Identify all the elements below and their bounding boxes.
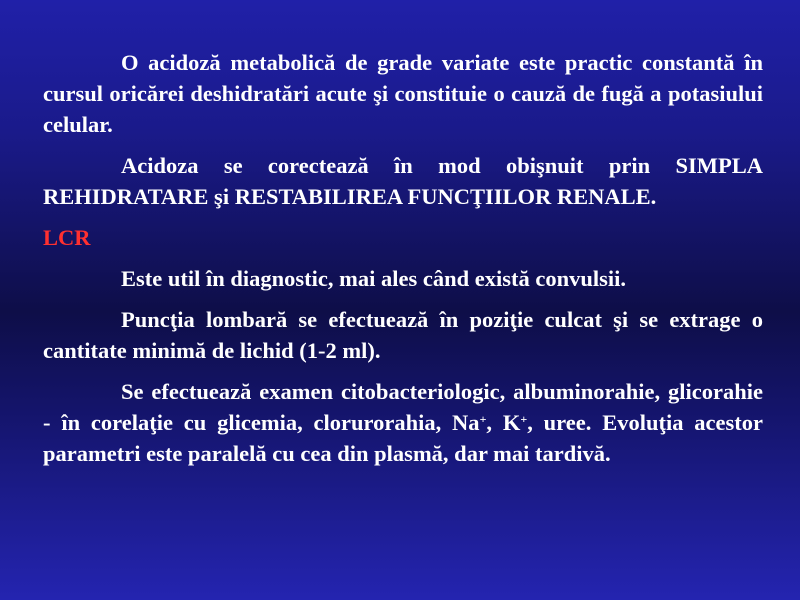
- examinations-text-part3: , uree. Evoluţia acestor parametri este paralelă cu cea din plasmă, dar mai tardivă.: [43, 410, 763, 466]
- examinations-text-part1: Se efectuează examen citobacteriologic, albuminorahie, glicorahie - în corelaţie cu glicemia, clorurorahia, Na: [43, 379, 763, 435]
- paragraph-acidosis-correction: Acidoza se corectează în mod obişnuit prin SIMPLA REHIDRATARE şi RESTABILIREA FUNCŢIILOR RENALE.: [43, 153, 763, 209]
- potassium-charge-superscript: +: [520, 412, 528, 426]
- paragraph-lumbar-puncture: Puncţia lombară se efectuează în poziţie culcat şi se extrage o cantitate minimă de lichid (1-2 ml).: [43, 307, 763, 363]
- slide-content: [43, 47, 763, 479]
- paragraph-examinations: [43, 376, 763, 469]
- paragraph-acidosis-intro: O acidoză metabolică de grade variate este practic constantă în cursul oricărei deshidratări acute şi constituie o cauză de fugă a potasiului celular.: [43, 50, 763, 137]
- sodium-charge-superscript: +: [479, 412, 487, 426]
- section-heading-lcr: LCR: [43, 225, 91, 250]
- examinations-text-part2: , K: [486, 410, 521, 435]
- paragraph-lcr-utility: Este util în diagnostic, mai ales când există convulsii.: [121, 266, 627, 291]
